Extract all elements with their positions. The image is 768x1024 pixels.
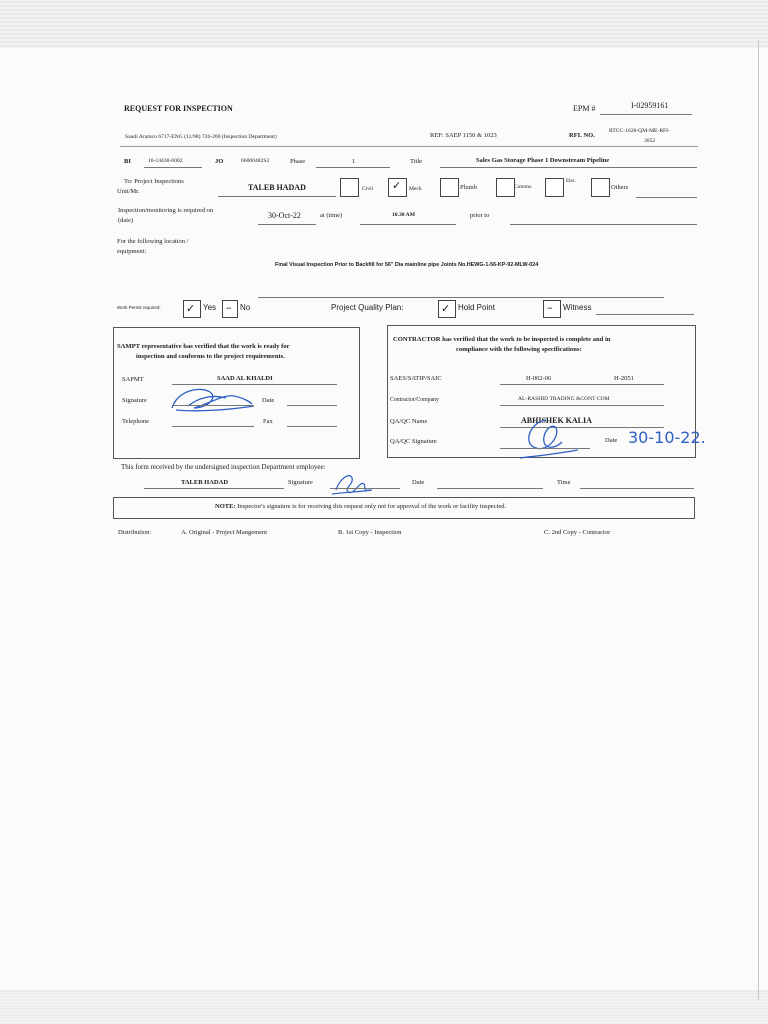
note-body: Inspector's signature is for receiving this request only not for approval of the work or facility inspected.: [235, 503, 507, 510]
sampt-signature-label: Signature: [122, 397, 147, 404]
sampt-signature-drawing: [168, 384, 258, 416]
inspection-time: 10.30 AM: [392, 212, 415, 218]
jo-label: JO: [215, 158, 224, 165]
no-label: No: [240, 303, 251, 312]
page-edge: [758, 40, 759, 1000]
permit-yes-check-icon: ✓: [186, 302, 196, 315]
sampt-intro-line2: inspection and conforms to the project requirements.: [136, 353, 285, 360]
required-on-label: Inspection/monitoring is required on: [118, 207, 214, 214]
received-name: TALEB HADAD: [181, 479, 229, 486]
company-value: AL-RASHID TRADING &CONT COM: [518, 396, 610, 402]
epm-label: EPM #: [573, 104, 596, 113]
qaqc-name-label: QA/QC Name: [390, 418, 428, 425]
qaqc-date-handwritten: 30-10-22.: [628, 428, 706, 447]
civil-label: Civil: [362, 186, 374, 192]
contractor-intro-line1: CONTRACTOR has verified that the work to be inspected is complete and in: [393, 336, 611, 343]
mech-check-icon: ✓: [392, 179, 402, 192]
scan-artifact-bottom: [0, 990, 768, 1024]
witness-mark-icon: –: [547, 301, 553, 314]
civil-checkbox[interactable]: [340, 178, 359, 197]
epm-number: I-02959161: [631, 101, 669, 110]
rfi-number: RTCC-1628-QM-ME-RFI-: [609, 128, 670, 134]
title-value: Sales Gas Storage Phase 1 Downstream Pipeline: [476, 157, 610, 164]
form-title: REQUEST FOR INSPECTION: [124, 104, 233, 113]
received-signature-label: Signature: [288, 479, 313, 486]
plumb-label: Plumb: [460, 184, 477, 191]
work-permit-label: Work Permit required:: [117, 305, 161, 310]
time-label: at (time): [320, 212, 343, 219]
title-label: Title: [410, 158, 423, 165]
date-paren-label: (date): [118, 217, 134, 224]
distribution-c: C. 2nd Copy - Contractor: [544, 529, 611, 536]
hold-point-label: Hold Point: [458, 303, 495, 312]
jo-value: 66000482S2: [241, 158, 270, 164]
elec-label: Elec.: [566, 179, 577, 184]
phase-value: 1: [352, 158, 356, 165]
qaqc-name: ABHISHEK KALIA: [521, 416, 592, 425]
sampt-intro-line1: SAMPT representative has verified that the work is ready for: [117, 343, 290, 350]
note-text: [215, 503, 506, 510]
distribution-a: A. Original - Project Mangement: [181, 529, 268, 536]
phase-label: Phase: [290, 158, 306, 165]
received-time-label: Time: [557, 479, 571, 486]
note-bold-label: NOTE:: [215, 503, 236, 510]
quality-plan-label: Project Quality Plan:: [331, 303, 404, 312]
distribution-label: Distribution:: [118, 529, 152, 536]
others-checkbox[interactable]: [591, 178, 610, 197]
distribution-b: B. 1st Copy - Inspection: [338, 529, 402, 536]
elec-checkbox[interactable]: [545, 178, 564, 197]
qaqc-signature-label: QA/QC Signature: [390, 438, 437, 445]
inspection-date: 30-Oct-22: [268, 211, 301, 220]
comms-label: Comms.: [514, 184, 533, 190]
others-label: Others: [611, 184, 629, 191]
prior-to-label: prior to: [470, 212, 490, 219]
hold-point-check-icon: ✓: [441, 302, 451, 315]
witness-label: Witness: [563, 303, 592, 312]
mech-label: Mech: [409, 186, 422, 192]
qaqc-date-label: Date: [605, 437, 618, 444]
saes-label: SAES/SATIP/SAIC: [390, 375, 442, 382]
bi-label: BI: [124, 158, 131, 165]
inspector-name: TALEB HADAD: [248, 183, 306, 192]
rfi-number-line2: 3052: [644, 138, 656, 144]
qaqc-signature-drawing: [516, 414, 580, 462]
ref-standard: REF: SAEP 1150 & 1023: [430, 132, 497, 139]
comms-checkbox[interactable]: [496, 178, 515, 197]
received-text: This form received by the undersigned inspection Department employee:: [121, 463, 326, 471]
bi-value: 10-14430-0002: [148, 158, 183, 164]
telephone-label: Telephone: [122, 418, 149, 425]
received-signature-drawing: [330, 468, 374, 498]
to-label: To: Project Inspections: [124, 178, 184, 185]
form-code: Saudi Aramco 6717-ENG (11/98) 726-200 (Inspection Department): [125, 134, 277, 140]
saes-value-1: H-002-06: [526, 375, 552, 382]
unit-label: Unit/Mr.: [117, 188, 140, 195]
sampt-date-label: Date: [262, 397, 275, 404]
sapmt-label: SAPMT: [122, 376, 144, 383]
location-value: Final Visual Inspection Prior to Backfill for 56" Dia mainline pipe Joints No.HEWG-1-56-KP-92-MLW-024: [275, 262, 539, 268]
contractor-intro-line2: compliance with the following specifications:: [456, 346, 582, 353]
saes-value-2: H-2051: [614, 375, 634, 382]
plumb-checkbox[interactable]: [440, 178, 459, 197]
rfi-label: RFI. NO.: [569, 132, 595, 139]
fax-label: Fax: [263, 418, 273, 425]
location-label: For the following location /: [117, 238, 189, 245]
yes-label: Yes: [203, 303, 217, 312]
equipment-label: equipment:: [117, 248, 147, 255]
company-label: Contractor/Company: [390, 397, 439, 403]
scan-artifact-top: [0, 0, 768, 48]
received-date-label: Date: [412, 479, 425, 486]
permit-no-mark-icon: –: [226, 301, 232, 314]
sapmt-name: SAAD AL KHALDI: [217, 375, 273, 382]
